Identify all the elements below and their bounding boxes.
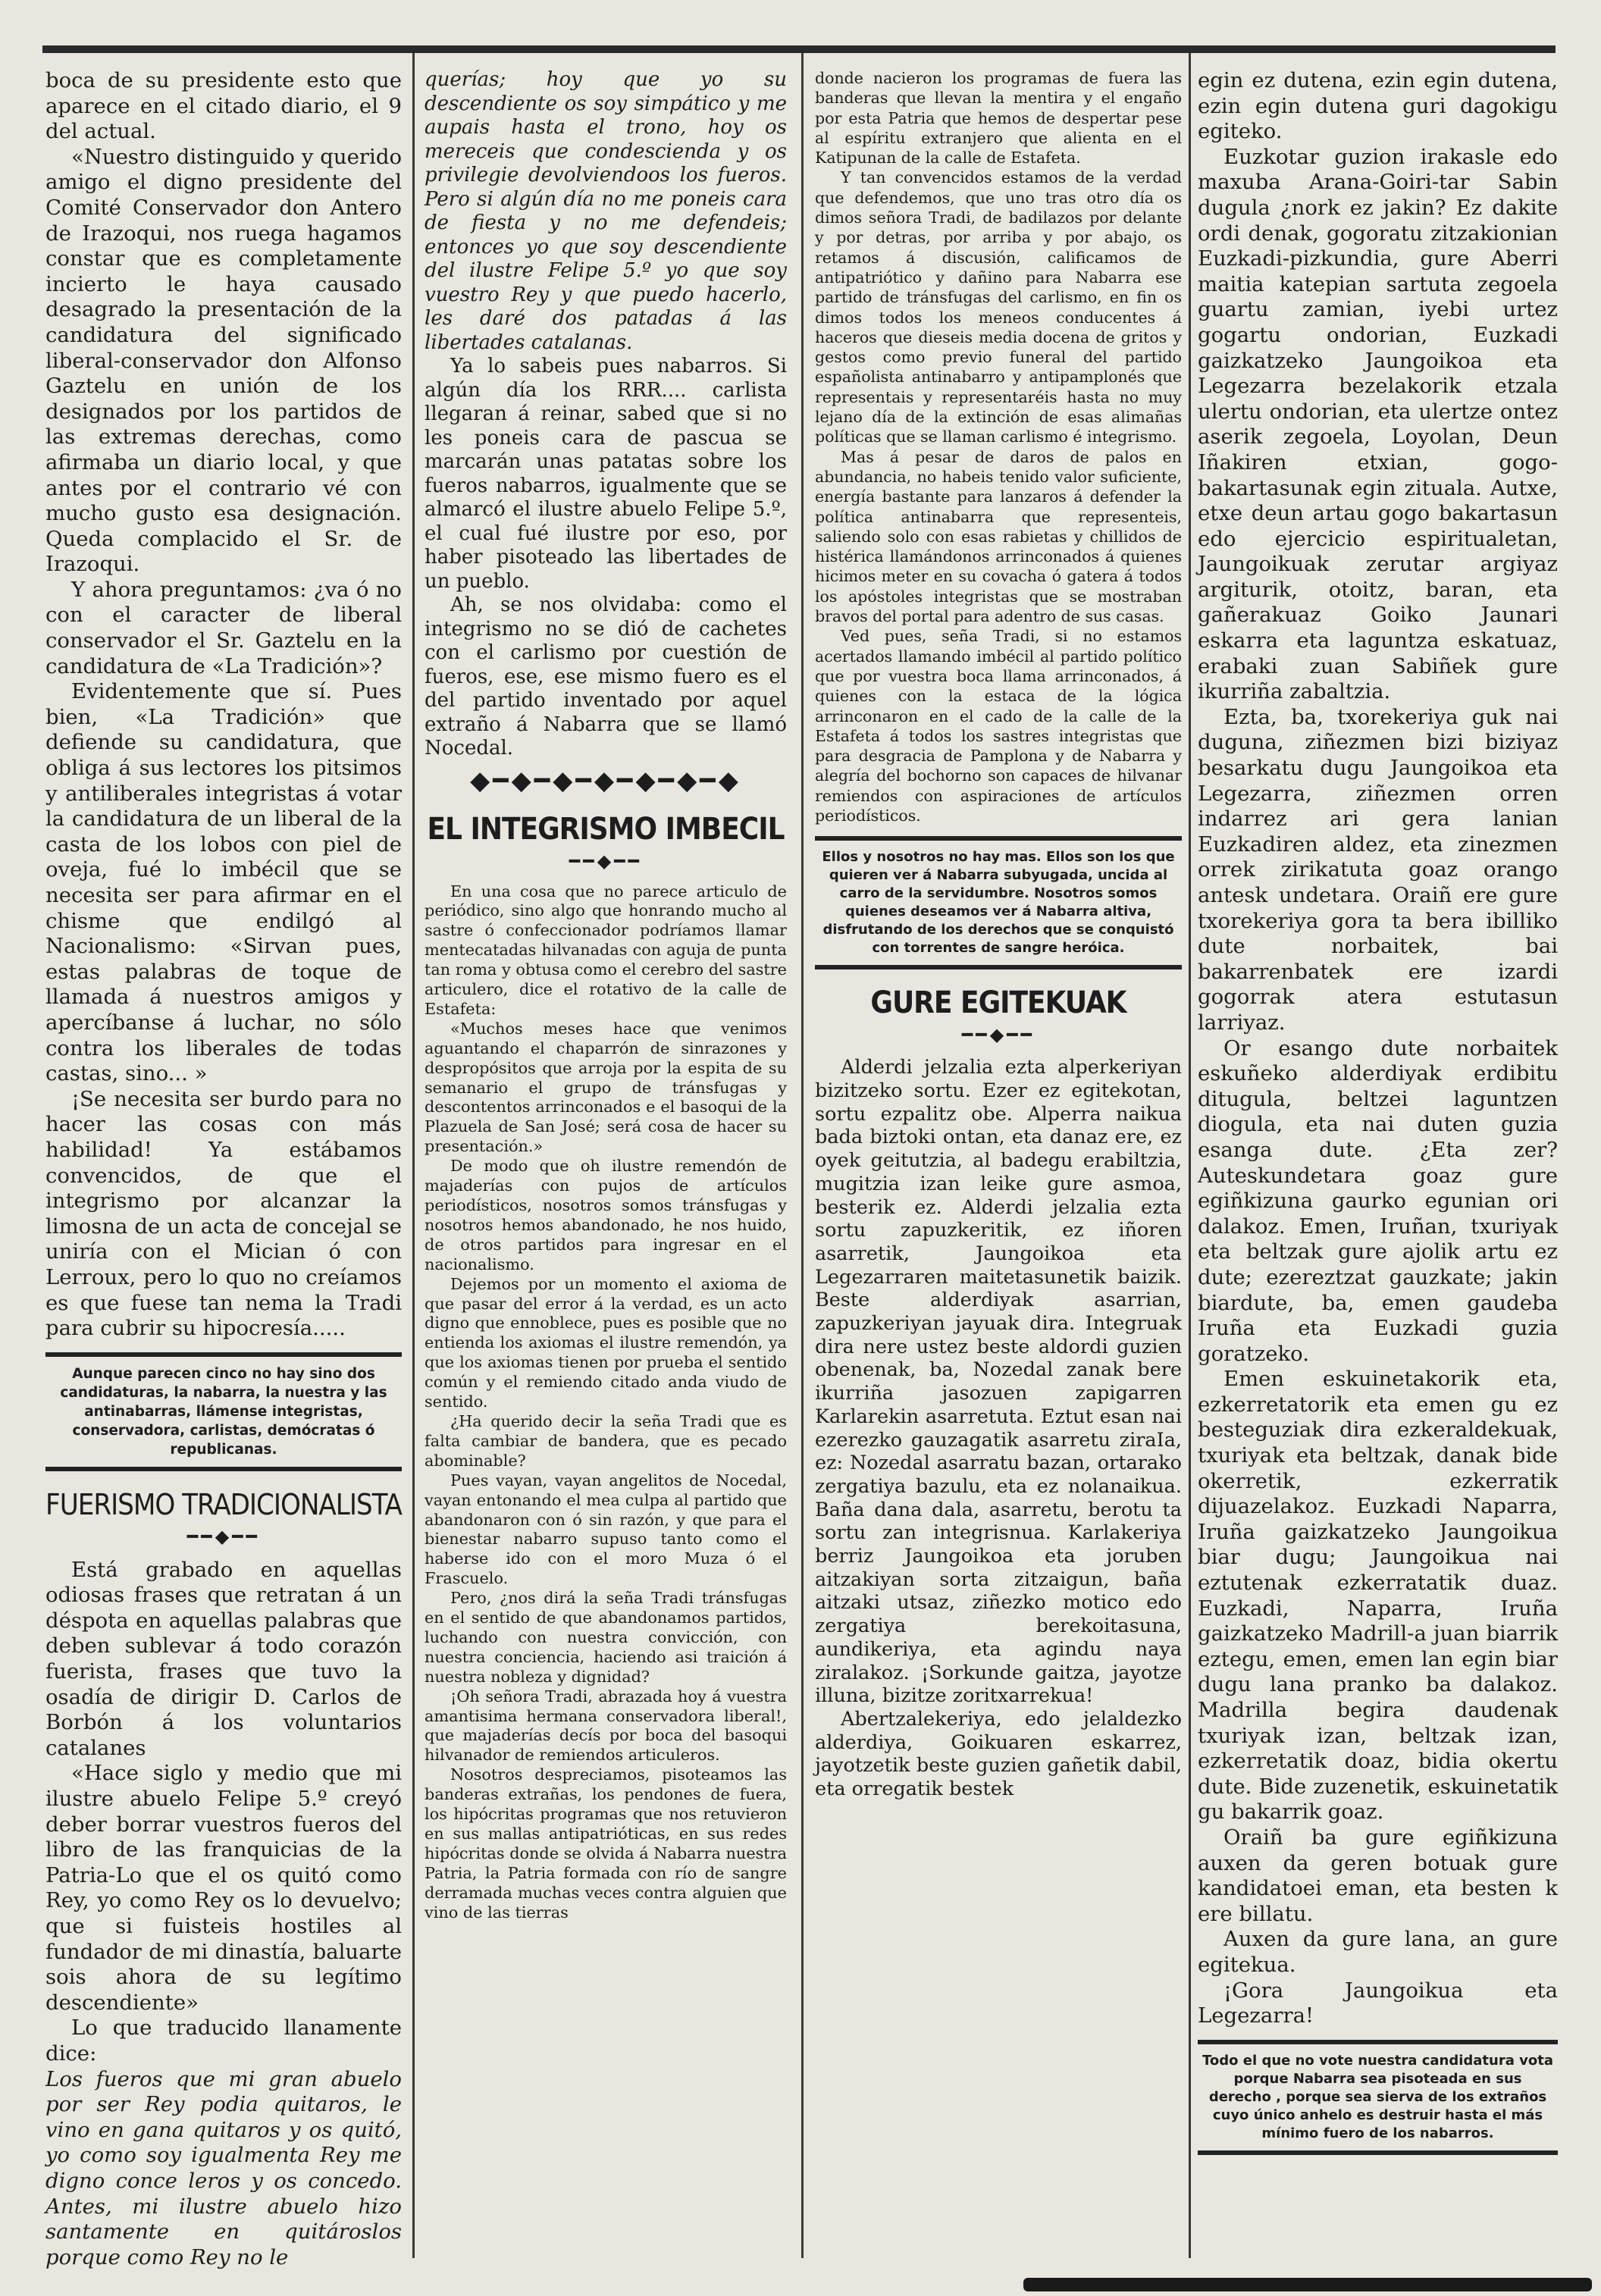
paragraph: Nosotros despreciamos, pisoteamos las banderas extrañas, los pendones de fuera, los hipócritas programas que nos retuvieron en sus mallas antipatrióticas, en sus redes hipócritas donde se olvida á Nabarra nuestra Patria, la Patria formada con río de sangre derramada muchas veces contra alguien que vino de las tierras [425, 1765, 787, 1922]
paragraph: Alderdi jelzalia ezta alperkeriyan bizitzeko sortu. Ezer ez egitekotan, sortu ezpalitz obe. Alperra naikua bada biztoki ontan, eta danaz ere, ez oyek geitutzia, al badegu erabiltzia, mugitzia izan leike gure asmoa, besterik ez. Alderdi jelzalia ezta sortu zapuzkeritik, ez iñoren asarretik, Jaungoikoa eta Legezarraren maitetasunetik baizik. Beste alderdiyak asarrian, zapuzkeriyan jayuak dira. Integruak dira nere ustez beste aldordi guzien obenenak, ba, Nozedal zanak bere ikurriña jasozuen zapigarren Karlarekin asarretuta. Eztut esan nai ezerezko gauzagatik asarretu ziraIa, ez: Nozedal asarratu bazan, ortarako zergatiya bazulu, eta ez nolanaikua. Baña dana dala, asarretu, berotu ta sortu zan integrisnua. Karlakeriya berriz Jaungoikoa eta joruben aitzakiyan sorta zitzaigun, baña aitzaki utsaz, ziñezko motico edo zergatiya berekoitasuna, aundikeriya, eta agindu naya ziralakoz. ¡Sorkunde gaitza, jayotze illuna, bizitze zoritxarrekua! [815, 1056, 1182, 1708]
ornament: ━━◆━━ [961, 1024, 1035, 1046]
paragraph: Auxen da gure lana, an gure egitekua. [1198, 1927, 1558, 1977]
paragraph: Oraiñ ba gure egiñkizuna auxen da geren botuak gure kandidatoei eman, eta besten k ere billatu. [1198, 1825, 1558, 1926]
ornament: ━━◆━━ [569, 850, 643, 872]
paragraph: ¡Gora Jaungoikua eta Legezarra! [1198, 1978, 1558, 2028]
paragraph: De modo que oh ilustre remendón de majaderías con pujos de artículos periodísticos, nosotros somos tránsfugas y nosotros hemos abandonado, he nos huido, de otros partidos para ingresar en el nacionalismo. [425, 1157, 787, 1273]
notice-box: Todo el que no vote nuestra candidatura vota porque Nabarra sea pisoteada en sus derecho , porque sea sierva de los extraños cuyo único anhelo es destruir hasta el más mínimo fuero de los nabarros. [1198, 2040, 1558, 2155]
column-3 [815, 68, 1182, 2251]
notice-box: Ellos y nosotros no hay mas. Ellos son los que quieren ver á Nabarra subyugada, uncida al carro de la servidumbre. Nosotros somos quienes deseamos ver á Nabarra altiva, disfrutando de los derechos que se conquistó con torrentes de sangre heróica. [815, 836, 1182, 969]
column-4 [1198, 68, 1558, 2251]
paragraph: donde nacieron los programas de fuera las banderas que llevan la mentira y el engaño por esta Patria que hemos de despertar pese al espíritu extranjero que alienta en el Katipunan de la calle de Estafeta. [815, 69, 1182, 168]
paragraph: Abertzalekeriya, edo jelaldezko alderdiya, Goikuaren eskarrez, jayotzetik beste guzien gañetik dabil, eta orregatik bestek [815, 1707, 1182, 1801]
top-rule [42, 45, 1556, 53]
column-2 [425, 68, 787, 2251]
paragraph: Pero, ¿nos dirá la seña Tradi tránsfugas en el sentido de que abandonamos partidos, luchando con nuestra convicción, con nuestra conciencia, haciendo asi traición á nuestra nobleza y dignidad? [425, 1589, 787, 1686]
paragraph: Y ahora preguntamos: ¿va ó no con el caracter de liberal conservador el Sr. Gaztelu en la candidatura de «La Tradición»? [45, 577, 402, 678]
column-divider [412, 53, 415, 2258]
paragraph: Pues vayan, vayan angelitos de Nocedal, vayan entonando el mea culpa al partido que abandonaron con ó sin razón, y que para el bienestar nabarro supuso tanto como el haberse ido con el moro Muza ó el Frascuelo. [425, 1471, 787, 1588]
column-1 [45, 68, 402, 2269]
article-heading: EL INTEGRISMO IMBECIL [427, 811, 785, 847]
paragraph: ¿Ha querido decir la seña Tradi que es falta cambiar de bandera, que es pecado abominable? [425, 1411, 787, 1470]
column-divider [1189, 53, 1191, 2258]
paragraph: «Hace siglo y medio que mi ilustre abuelo Felipe 5.º creyó deber borrar vuestros fueros del libro de las franquicias de la Patria-Lo que el os quitó como Rey, yo como Rey os lo devuelvo; que si fuisteis hostiles al fundador de mi dinastía, baluarte sois ahora de su legítimo descendiente» [45, 1761, 402, 2015]
article-heading: FUERISMO TRADICIONALISTA [45, 1487, 402, 1521]
ornament: ━━◆━━ [186, 1525, 261, 1547]
paragraph: Ved pues, seña Tradi, si no estamos acertados llamando imbécil al partido político que por vuestra boca llama arrinconados, á quienes con la estaca de la lógica arrinconaron en el cado de la calle de la Estafeta á todos los sastres integristas que para desgracia de Pamplona y de Nabarra y alegría del bochorno son capaces de hilvanar remiendos con aspiraciones de artículos periodísticos. [815, 627, 1182, 825]
paragraph: Or esango dute norbaitek eskuñeko alderdiyak erdibitu ditugula, beltzei laguntzen diogula, eta nai duten guzia esanga dute. ¿Eta zer? Auteskundetara goaz gure egiñkizuna gaurko egunian ori dalakoz. Emen, Iruñan, txuriyak eta beltzak gure ajolik artu ez dute; ezereztzat gauzkate; jakin biardute, ba, emen gaudeba Iruña eta Euzkadi guzia goratzeko. [1198, 1035, 1558, 1366]
italic-passage: Los fueros que mi gran abuelo por ser Rey podia quitaros, le vino en gana quitaros y os quitó, yo como soy igualmenta Rey me digno conce leros y os concedo. Antes, mi ilustre abuelo hizo santamente en quitároslos porque como Rey no le [45, 2066, 402, 2269]
paragraph: Está grabado en aquellas odiosas frases que retratan á un déspota en aquellas palabras que deben sublevar á todo corazón fuerista, frases que tuvo la osadía de dirigir D. Carlos de Borbón á los voluntarios catalanes [45, 1557, 402, 1760]
ink-smudge [1023, 2278, 1592, 2291]
paragraph: Euzkotar guzion irakasle edo maxuba Arana-Goiri-tar Sabin dugula ¿nork ez jakin? Ez dakite ordi denak, gogoratu zitzakionian Euzkadi-pizkundia, gure Aberri maitia katepian sartuta zegoela guartu zamian, iyebi urtez gogartu ondorian, Euzkadi gaizkatzeko Jaungoikoa eta Legezarra bezelakorik etzala ulertu ondorian, eta ulertze ontez aserik zegoela, Loyolan, Deun Iñakiren etxian, gogo-bakartasunak egin zituala. Autxe, etxe deun artau gogo bakartasun edo ejercicio espiritualetan, Jaungoikuak zerutar argiyaz argiturik, otoitz, baran, eta gañerakuaz Goiko Jaunari eskarra eta laguntza eskatuaz, erabaki zuan Sabiñek gure ikurriña zabaltzia. [1198, 144, 1558, 704]
paragraph: «Nuestro distinguido y querido amigo el digno presidente del Comité Conservador don Antero de Irazoqui, nos ruega hagamos constar que es completamente incierto le haya causado desagrado la presentación de la candidatura del significado liberal-conservador don Alfonso Gaztelu en unión de los designados por los partidos de las extremas derechas, como afirmaba un diario local, y que antes por el contrario vé con mucho gusto esa designación. Queda complacido el Sr. de Irazoqui. [45, 144, 402, 577]
paragraph: «Muchos meses hace que venimos aguantando el chaparrón de sinrazones y despropósitos que arroja por la espita de su semanario el grupo de tránsfugas y descontentos arrinconados e el basoqui de la Plazuela de San José; será cosa de hacer su presentación.» [425, 1019, 787, 1156]
paragraph: Evidentemente que sí. Pues bien, «La Tradición» que defiende su candidatura, que obliga á sus lectores los pitsimos y antiliberales integristas á votar la candidatura de un liberal de la casta de los lobos con piel de oveja, fué lo imbécil que se necesita ser para afirmar en el chisme que endilgó al Nacionalismo: «Sirvan pues, estas palabras de toque de llamada á nuestros amigos y apercíbanse á luchar, no sólo contra los liberales de todas castas, sino... » [45, 679, 402, 1086]
paragraph: Mas á pesar de daros de palos en abundancia, no habeis tenido valor suficiente, energía bastante para lanzaros á defender la política antinabarra que representeis, saliendo solo con esas rabietas y chillidos de histérica llamándonos arrinconados á quienes hicimos meter en su covacha ó gatera á todos los apóstoles integristas que se mostraban bravos del portal para adentro de sus casas. [815, 447, 1182, 626]
paragraph: Lo que traducido llanamente dice: [45, 2016, 402, 2066]
paragraph: Ah, se nos olvidaba: como el integrismo no se dió de cachetes con el carlismo por cuestión de fueros, ese, ese mismo fuero es el del partido inventado por aquel extraño á Nabarra que se llamó Nocedal. [425, 594, 787, 760]
paragraph: Ya lo sabeis pues nabarros. Si algún día los RRR.... carlista llegaran á reinar, sabed que si no les poneis cara de pascua se marcarán unas patatas sobre los fueros nabarros, igualmente que se almarcó el ilustre abuelo Felipe 5.º, el cual fué ilustre por eso, por haber pisoteado las libertades de un pueblo. [425, 355, 787, 593]
italic-passage: querías; hoy que yo su descendiente os soy simpático y me aupais hasta el trono, hoy os mereceis que condescienda y os privilegie devolviendoos los fueros. Pero si algún día no me poneis cara de fiesta y no me defendeis; entonces yo que soy descendiente del ilustre Felipe 5.º yo que soy vuestro Rey y que puedo hacerlo, les daré dos patadas á las libertades catalanas. [425, 68, 787, 354]
column-divider [801, 53, 804, 2258]
paragraph: Emen eskuinetakorik eta, ezkerretatorik eta emen gu ez besteguziak dira ezkeraldekuak, txuriyak eta beltzak, danak bide okerretik, ezkerratik dijuazelakoz. Euzkadi Naparra, Iruña gaizkatzeko Jaungoikua biar dugu; Jaungoikua nai eztutenak ezkerratatik duaz. Euzkadi, Naparra, Iruña gaizkatzeko Madrill-a juan biarrik eztegu, emen, emen lan egin biar dugu lana pranko ba dalakoz. Madrilla begira daudenak txuriyak izan, beltzak izan, ezkerretatik doaz, bidia okertu dute. Bide zuzenetik, eskuinetatik gu bakarrik goaz. [1198, 1367, 1558, 1825]
paragraph: Dejemos por un momento el axioma de que pasar del error á la verdad, es un acto digno que ennoblece, pues es posible que no entienda los axiomas el ilustre remendón, ya que los axiomas tienen por prueba el sentido común y el remiendo citado anda viudo de sentido. [425, 1274, 787, 1411]
paragraph: egin ez dutena, ezin egin dutena, ezin egin dutena guri dagokigu egiteko. [1198, 68, 1558, 144]
paragraph: boca de su presidente esto que aparece en el citado diario, el 9 del actual. [45, 68, 402, 144]
paragraph: ¡Se necesita ser burdo para no hacer las cosas con más habilidad! Ya estábamos convencidos, de que el integrismo por alcanzar la limosna de un acta de concejal se uniría con el Mician ó con Lerroux, pero lo quo no creíamos es que fuese tan nema la Tradi para cubrir su hipocresía..... [45, 1086, 402, 1341]
paragraph: Ezta, ba, txorekeriya guk nai duguna, ziñezmen bizi biziyaz besarkatu dugu Jaungoikoa eta Legezarra, ziñezmen orren indarrez ari gera lanian Euzkadiren aldez, eta zinezmen orrek zirikatuta goaz orango antesk undetara. Oraiñ ere gure txorekeriya gora ta bera ibilliko dute norbaitek, bai bakarrenbatek ere izardi gogorrak atera estutasun larriyaz. [1198, 704, 1558, 1035]
paragraph: En una cosa que no parece articulo de periódico, sino algo que honrando mucho al sastre ó confeccionador podríamos llamar mentecatadas hilvanadas con aguja de punta tan roma y obtusa como el cerebro del sastre articulero, dice el rotativo de la calle de Estafeta: [425, 882, 787, 1018]
paragraph: ¡Oh señora Tradi, abrazada hoy á vuestra amantisima hermana conservadora liberal!, que majaderías decís por boca del basoqui hilvanador de remiendos articuleros. [425, 1687, 787, 1765]
ornament-divider: ◆━◆━◆━◆━◆━◆━◆ [470, 765, 741, 796]
paragraph: Y tan convencidos estamos de la verdad que defendemos, que uno tras otro día os dimos señora Tradi, de badilazos por delante y por detras, por arriba y por abajo, os retamos á discusión, calificamos de antipatriótico y dañino para Nabarra ese partido de tránsfugas del carlismo, en fin os dimos todos los meneos conducentes á haceros que dieseis media docena de gritos y gestos como previo funeral del partido españolista antinabarro y antipamplonés que representais y representaréis hasta no muy lejano día de la extinción de esas alimañas políticas que se llaman carlismo é integrismo. [815, 168, 1182, 446]
article-heading: GURE EGITEKUAK [870, 985, 1126, 1021]
notice-box: Aunque parecen cinco no hay sino dos candidaturas, la nabarra, la nuestra y las antinabarras, llámense integristas, conservadora, carlistas, demócratas ó republicanas. [45, 1352, 402, 1471]
